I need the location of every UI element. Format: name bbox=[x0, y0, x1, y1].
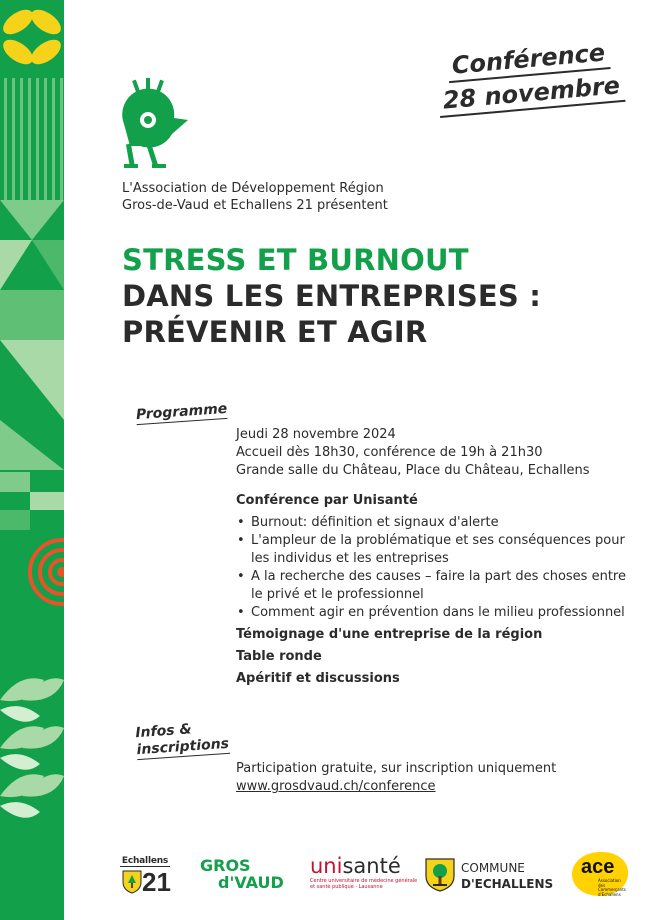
gros-de-vaud-logo bbox=[200, 858, 290, 892]
infos-tag bbox=[135, 719, 230, 760]
title-line-2: DANS LES ENTREPRISES : bbox=[122, 279, 542, 313]
infos-tag-line-2: inscriptions bbox=[136, 735, 230, 759]
event-schedule: Accueil dès 18h30, conférence de 19h à 21h30 bbox=[236, 445, 543, 460]
shield-icon bbox=[122, 870, 142, 894]
list-item: • Burnout: définition et signaux d'alerte bbox=[236, 514, 636, 532]
programme-section bbox=[236, 426, 636, 688]
presenters-text bbox=[122, 180, 388, 214]
infos-tag-line-1: Infos & bbox=[134, 721, 193, 742]
ace-logo bbox=[572, 852, 628, 896]
title-line-1: STRESS ET BURNOUT bbox=[122, 243, 469, 277]
echallens21-number: 21 bbox=[142, 867, 171, 897]
commune-line-2: D'ECHALLENS bbox=[461, 877, 554, 891]
page-title bbox=[122, 242, 541, 350]
association-logo bbox=[120, 76, 192, 176]
programme-extra-item: Témoignage d'une entreprise de la région bbox=[236, 627, 543, 642]
list-item: • L'ampleur de la problématique et ses conséquences pour les individus et les entreprises bbox=[236, 532, 636, 568]
echallens21-name: Echallens bbox=[121, 856, 169, 866]
ace-subtitle: Association des Commerçants d'Echallens bbox=[598, 878, 626, 897]
band-pattern bbox=[0, 0, 64, 920]
unisante-prefix: uni bbox=[310, 854, 343, 878]
event-venue: Grande salle du Château, Place du Château, Echallens bbox=[236, 463, 590, 478]
decorative-band bbox=[0, 0, 64, 920]
programme-extra-item: Table ronde bbox=[236, 649, 322, 664]
commune-line-1: COMMUNE bbox=[461, 861, 525, 875]
banner-line-2: 28 novembre bbox=[438, 70, 626, 118]
infos-text: Participation gratuite, sur inscription uniquement bbox=[236, 761, 557, 776]
ace-name: ace bbox=[581, 856, 615, 878]
coat-of-arms-icon bbox=[425, 858, 455, 892]
title-line-3: PRÉVENIR ET AGIR bbox=[122, 315, 428, 349]
programme-tag-label: Programme bbox=[135, 400, 228, 424]
flower-shape bbox=[0, 5, 64, 69]
list-item: • A la recherche des causes – faire la part des choses entre le privé et le professionnel bbox=[236, 568, 636, 604]
unisante-suffix: santé bbox=[342, 854, 401, 878]
registration-link[interactable]: www.grosdvaud.ch/conference bbox=[236, 779, 436, 794]
infos-section bbox=[236, 760, 556, 796]
date-banner bbox=[428, 35, 633, 118]
unisante-subtitle: Centre universitaire de médecine générale et santé publique · Lausanne bbox=[310, 878, 418, 890]
list-item: • Comment agir en prévention dans le milieu professionnel bbox=[236, 604, 636, 622]
presenters-line-1: L'Association de Développement Région bbox=[122, 181, 384, 196]
banner-line-1: Conférence bbox=[447, 37, 611, 83]
event-date: Jeudi 28 novembre 2024 bbox=[236, 427, 396, 442]
bird-logo-icon bbox=[120, 76, 192, 172]
programme-extra-item: Apéritif et discussions bbox=[236, 671, 400, 686]
programme-tag bbox=[135, 401, 227, 425]
gros-line-1: GROS bbox=[200, 856, 251, 875]
gros-line-2: d'VAUD bbox=[218, 873, 284, 892]
echallens21-logo bbox=[120, 856, 171, 897]
presenters-line-2: Gros-de-Vaud et Echallens 21 présentent bbox=[122, 198, 388, 213]
partner-logos bbox=[120, 852, 630, 902]
conference-topics-list bbox=[236, 514, 636, 622]
conference-heading: Conférence par Unisanté bbox=[236, 493, 418, 508]
unisante-logo bbox=[310, 854, 420, 890]
